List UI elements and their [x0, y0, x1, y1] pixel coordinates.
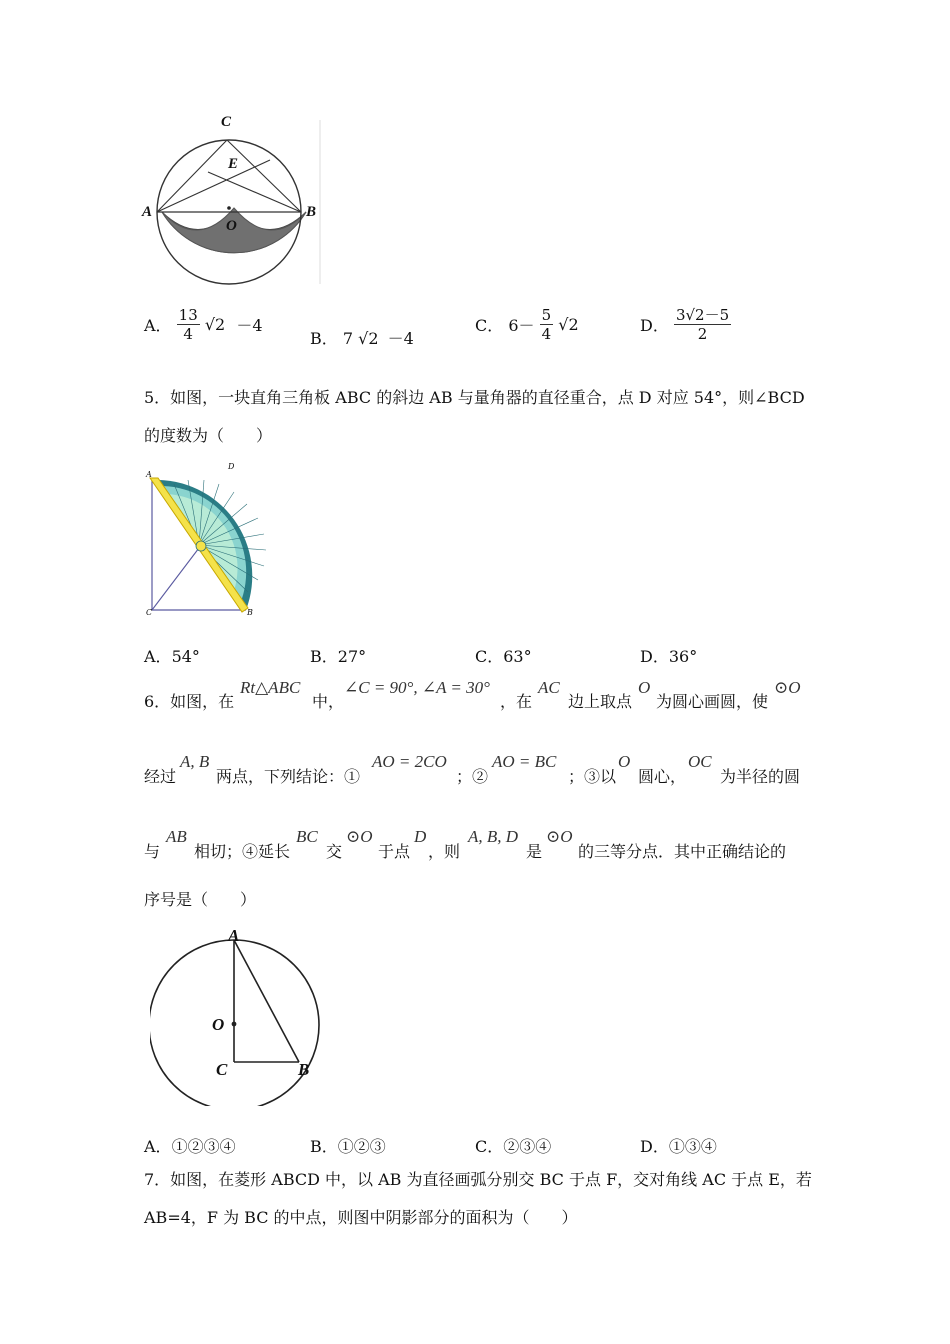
q6-math: ⊙O — [546, 827, 573, 846]
q6-math: AC — [538, 678, 560, 697]
option-letter: C． — [475, 1137, 504, 1156]
q7-stem-line2: AB=4，F 为 BC 的中点，则图中阴影部分的面积为（ ） — [144, 1208, 578, 1227]
q6-math: O — [618, 752, 631, 771]
option-letter: D． — [640, 1137, 669, 1156]
option-value: ②③④ — [503, 1137, 552, 1156]
q6-math: ⊙O — [346, 827, 373, 846]
fraction — [540, 306, 554, 343]
q6-text: 中， — [312, 692, 345, 711]
label-a: A — [142, 204, 153, 220]
q4-option-a[interactable] — [144, 306, 263, 343]
option-value: 27° — [337, 647, 367, 666]
option-letter: A． — [144, 647, 172, 666]
fraction — [177, 306, 200, 343]
q6-math: ⊙O — [774, 678, 801, 697]
q5-stem-line2: 的度数为（ ） — [144, 426, 273, 445]
tail: －4 — [236, 316, 263, 335]
q5-option-a[interactable] — [144, 644, 200, 667]
radical: √2 — [358, 329, 379, 348]
q4-option-d[interactable] — [640, 306, 731, 343]
q6-math: A, B — [180, 752, 210, 771]
q5-stem-line1: 5．如图，一块直角三角板 ABC 的斜边 AB 与量角器的直径重合，点 D 对应 54°，则∠BCD — [144, 388, 805, 407]
q6-option-b[interactable] — [310, 1134, 386, 1157]
q6-math: D — [414, 827, 427, 846]
label-c: C — [216, 1060, 228, 1079]
q6-math: Rt△ABC — [240, 678, 301, 697]
q6-text: 与 — [144, 842, 161, 861]
option-letter: D． — [640, 647, 669, 666]
q6-text: ；③以 — [568, 767, 617, 786]
q6-text: 经过 — [144, 767, 177, 786]
fraction — [674, 306, 731, 343]
option-letter: C． — [475, 647, 504, 666]
tail: －4 — [387, 329, 414, 348]
prefix: 6－ — [508, 316, 535, 335]
q6-text: 为半径的圆 — [720, 767, 801, 786]
label-o: O — [226, 218, 237, 234]
radical: √2 — [558, 315, 579, 334]
q4-option-b[interactable] — [310, 326, 414, 349]
option-value: 36° — [668, 647, 698, 666]
option-letter: A． — [144, 1137, 172, 1156]
q6-stem-line4: 序号是（ ） — [144, 890, 257, 909]
q6-text: 两点，下列结论：① — [216, 767, 361, 786]
label-o: O — [212, 1015, 225, 1034]
option-letter: B． — [310, 647, 338, 666]
figure-circle-triangle — [150, 926, 340, 1106]
numerator: 5 — [541, 306, 552, 324]
label-c: C — [221, 114, 232, 130]
numerator: 13 — [178, 306, 198, 324]
option-letter: A． — [144, 316, 172, 335]
q6-option-d[interactable] — [640, 1134, 717, 1157]
denominator: 4 — [541, 325, 552, 343]
q6-text: 6．如图，在 — [144, 692, 235, 711]
label-b: B — [306, 204, 317, 220]
option-value: ①②③ — [337, 1137, 386, 1156]
denominator: 2 — [697, 325, 708, 343]
q6-text: 为圆心画圆，使 — [656, 692, 769, 711]
denominator: 4 — [183, 325, 193, 343]
label-b: B — [247, 608, 253, 617]
q6-text: 边上取点 — [568, 692, 633, 711]
option-value: ①②③④ — [171, 1137, 236, 1156]
q5-option-c[interactable] — [475, 644, 532, 667]
q5-option-b[interactable] — [310, 644, 366, 667]
q6-text: 是 — [526, 842, 543, 861]
q6-text: 圆心， — [638, 767, 687, 786]
coefficient: 7 — [342, 329, 354, 348]
q6-text: ，则 — [428, 842, 461, 861]
q4-option-c[interactable] — [475, 306, 579, 343]
q6-math: AO = 2CO — [372, 752, 447, 771]
option-letter: B． — [310, 1137, 338, 1156]
option-value: ①③④ — [668, 1137, 717, 1156]
q6-text: ，在 — [500, 692, 533, 711]
q6-option-a[interactable] — [144, 1134, 236, 1157]
label-a: A — [228, 926, 240, 945]
label-c: C — [146, 608, 153, 617]
q6-math: O — [638, 678, 651, 697]
figure-circle-crescent — [140, 112, 330, 292]
q6-math: AO = BC — [492, 752, 557, 771]
q6-math: OC — [688, 752, 712, 771]
numerator: 3√2－5 — [675, 306, 730, 324]
q5-option-d[interactable] — [640, 644, 697, 667]
option-value: 63° — [503, 647, 532, 666]
option-letter: D． — [640, 316, 669, 335]
label-a: A — [146, 470, 152, 479]
q6-math: BC — [296, 827, 318, 846]
q6-math: AB — [166, 827, 187, 846]
q6-math: A, B, D — [468, 827, 519, 846]
radical: √2 — [204, 315, 226, 334]
option-letter: C． — [475, 316, 504, 335]
q6-math: ∠C = 90°, ∠A = 30° — [344, 678, 490, 697]
q6-text: 交 — [326, 842, 343, 861]
q6-text: ；② — [456, 767, 489, 786]
label-e: E — [228, 156, 239, 172]
label-b: B — [298, 1060, 310, 1079]
q6-text: 的三等分点．其中正确结论的 — [578, 842, 787, 861]
q6-text: 相切；④延长 — [194, 842, 291, 861]
q6-text: 于点 — [378, 842, 411, 861]
q6-option-c[interactable] — [475, 1134, 551, 1157]
option-value: 54° — [171, 647, 200, 666]
figure-protractor — [144, 462, 289, 622]
q7-stem-line1: 7．如图，在菱形 ABCD 中，以 AB 为直径画弧分别交 BC 于点 F，交对角线 AC 于点 E，若 — [144, 1170, 812, 1189]
label-d: D — [228, 462, 235, 471]
option-letter: B． — [310, 329, 338, 348]
